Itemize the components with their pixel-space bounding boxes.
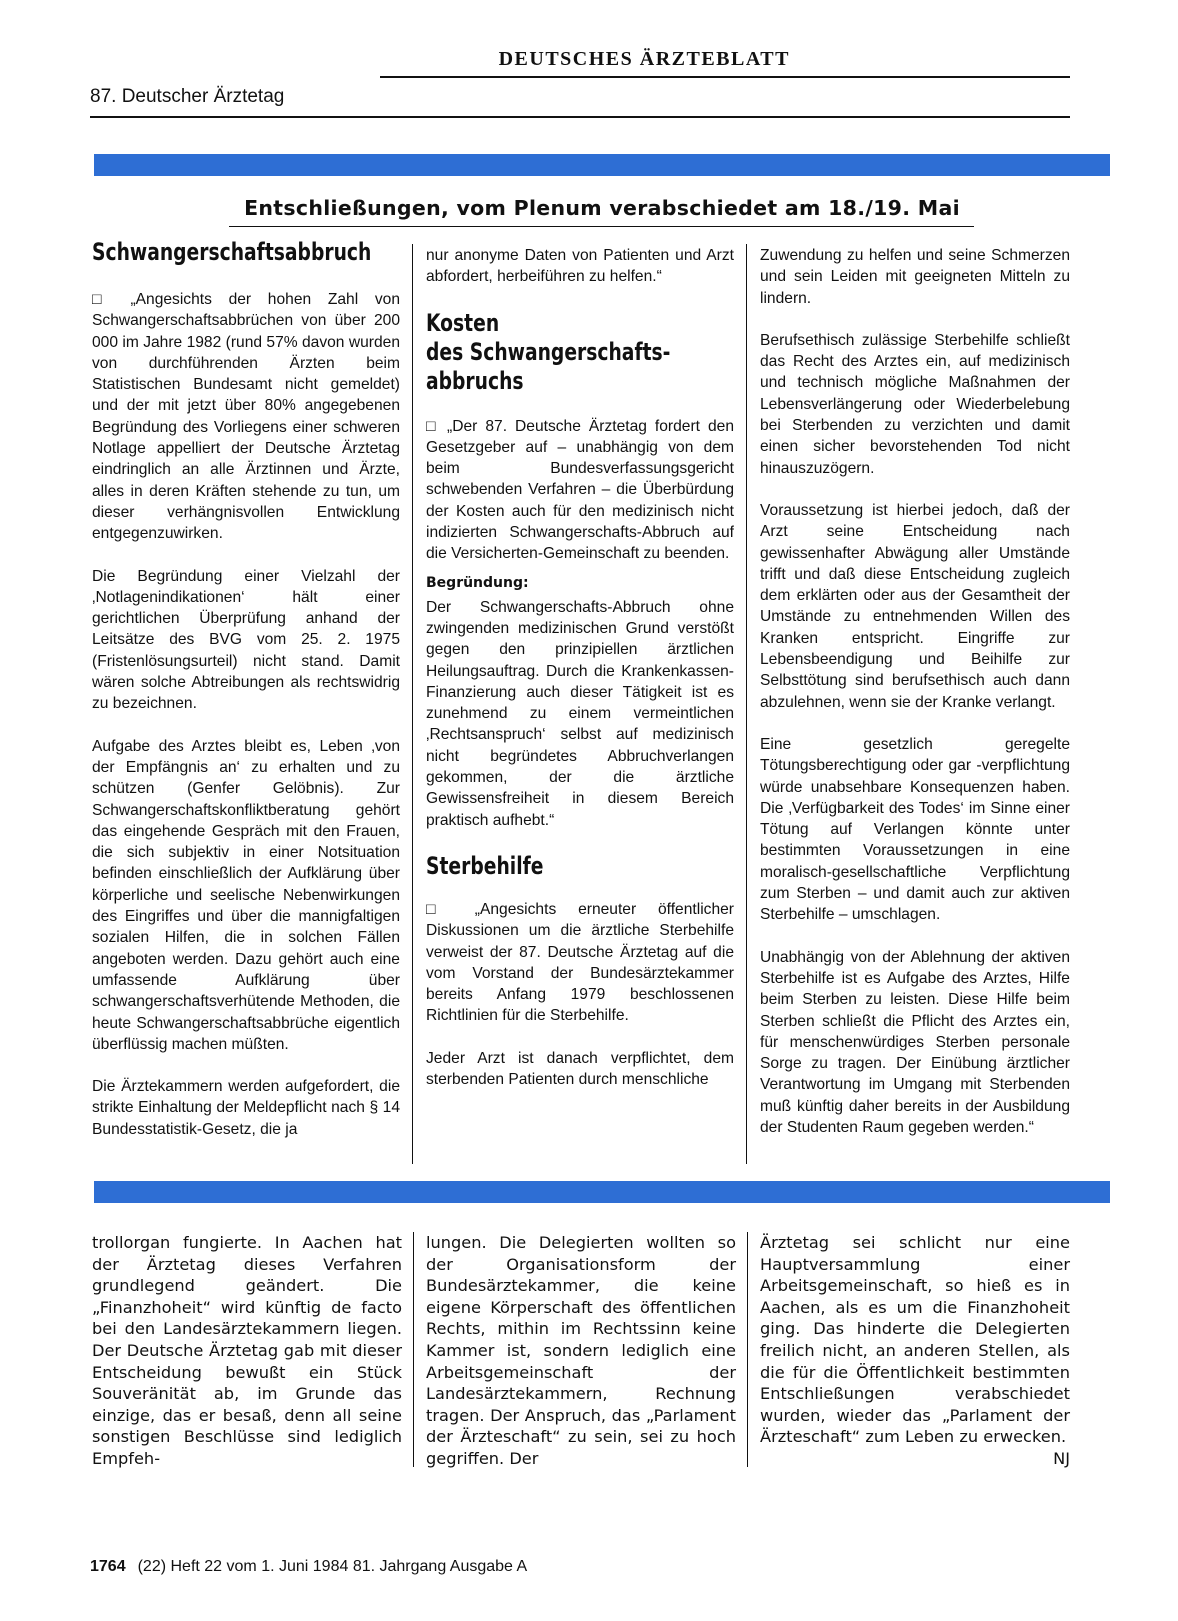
paragraph: □ „Angesichts erneuter öffentlicher Diskussionen um die ärztliche Sterbehilfe verweist der 87. Deutsche Ärztetag auf die vom Vorstand der Bundesärztekammer bereits Anfang 1979 beschlossenen Richtlinien für die Sterbehilfe. [426, 900, 734, 1025]
page-number: 1764 [90, 1558, 126, 1575]
paragraph: Jeder Arzt ist danach verpflichtet, dem sterbenden Patienten durch menschliche [426, 1049, 734, 1089]
paragraph: □ „Der 87. Deutsche Ärztetag fordert den Gesetzgeber auf – unabhängig von dem beim Bundesverfassungsgericht schwebenden Verfahren – die Überbürdung der Kosten auch für den medizinisch nicht indizierten Schwangerschafts-Abbruch auf die Versicherten-Gemeinschaft zu beenden. [426, 417, 734, 563]
top-blue-band [94, 154, 1110, 176]
masthead: DEUTSCHES ÄRZTEBLATT [498, 48, 790, 70]
section-label: 87. Deutscher Ärztetag [90, 86, 285, 107]
heading-sterbehilfe: Sterbehilfe [426, 851, 544, 880]
column-3 [760, 245, 1070, 1138]
footer [90, 1558, 527, 1576]
author-signature: NJ [1053, 1448, 1070, 1468]
column-divider [747, 1232, 748, 1467]
masthead-rule [380, 76, 1070, 78]
header-rule [90, 116, 1070, 118]
column-divider [412, 244, 413, 1164]
heading-kosten [426, 308, 671, 396]
heading-line: Kosten [426, 308, 500, 337]
heading-line: des Schwangerschafts- [426, 337, 671, 366]
paragraph: Zuwendung zu helfen und seine Schmerzen und sein Leiden mit geeigneten Mitteln zu lindern. [760, 247, 1070, 307]
paragraph: Die Begründung einer Vielzahl der ‚Notlagenindikationen‘ hält einer gerichtlichen Überprüfung anhand der Leitsätze des BVG vom 25. 2. 1975 (Fristenlösungsurteil) nicht stand. Damit wären solche Abtreibungen als rechtswidrig zu bezeichnen. [92, 567, 400, 713]
paragraph: Aufgabe des Arztes bleibt es, Leben ‚von der Empfängnis an‘ zu erhalten und zu schützen (Genfer Gelöbnis). Zur Schwangerschaftskonfliktberatung gehört das eingehende Gespräch mit den Frauen, die sich subjektiv in einer Notsituation befinden einschließlich der Aufklärung über körperliche und seelische Nebenwirkungen des Eingriffes und über die mannigfaltigen sozialen Hilfen, die in solchen Fällen angeboten werden. Dazu gehört auch eine umfassende Aufklärung über schwangerschaftsverhütende Methoden, die heute Schwangerschaftsabbrüche eigentlich überflüssig machen müßten. [92, 737, 400, 1053]
paragraph: Ärztetag sei schlicht nur eine Hauptversammlung einer Arbeitsgemeinschaft, so hieß es in Aachen, als es um die Finanzhoheit ging. Das hinderte die Delegierten freilich nicht, an anderen Stellen, als die für die Öffentlichkeit bestimmten Entschließungen verabschiedet wurden, wieder das „Parlament der Ärzteschaft“ zum Leben zu erwecken. [760, 1233, 1070, 1447]
headline-underline [229, 226, 974, 227]
paragraph: Voraussetzung ist hierbei jedoch, daß der Arzt seine Entscheidung nach gewissenhafter Abwägung aller Umstände trifft und daß diese Entscheidung zugleich dem erklärten oder aus der Gesamtheit der Umstände zu entnehmenden Willen des Kranken entspricht. Eingriffe zur Lebensbeendigung und Beihilfe zur Selbsttötung sind berufsethisch auch dann abzulehnen, wenn sie der Kranke verlangt. [760, 501, 1070, 711]
column-2 [426, 245, 734, 1090]
paragraph: Eine gesetzlich geregelte Tötungsberechtigung oder gar -verpflichtung würde unabsehbare Konsequenzen haben. Die ‚Verfügbarkeit des Todes‘ im Sinne einer Tötung auf Verlangen könnte unter bestimmten Voraussetzungen in eine moralisch-gesellschaftliche Verpflichtung zum Sterben – und damit auch zur aktiven Sterbehilfe – umschlagen. [760, 735, 1070, 924]
heading-schwangerschaftsabbruch: Schwangerschaftsabbruch [92, 238, 372, 266]
paragraph: □ „Angesichts der hohen Zahl von Schwangerschaftsabbrüchen von über 200 000 im Jahre 1982 (rund 57% davon wurden von durchführenden Ärzten beim Statistischen Bundesamt nicht gemeldet) und der mit jetzt über 80% angegebenen Begründung des Vorliegens einer schweren Notlage appelliert der Deutsche Ärztetag eindringlich an alle Ärztinnen und Ärzte, alles in deren Kräften stehende zu tun, um dieser verhängnisvollen Entwicklung entgegenzuwirken. [92, 291, 400, 543]
subheading-begruendung: Begründung: [426, 574, 529, 591]
headline: Entschließungen, vom Plenum verabschiedet am 18./19. Mai [244, 196, 960, 220]
column-divider [746, 244, 747, 1164]
issue-info: (22) Heft 22 vom 1. Juni 1984 81. Jahrgang Ausgabe A [137, 1558, 528, 1575]
column-1 [92, 238, 400, 1140]
column-divider [413, 1232, 414, 1467]
paragraph: Die Ärztekammern werden aufgefordert, die strikte Einhaltung der Meldepflicht nach § 14 Bundesstatistik-Gesetz, die ja [92, 1078, 400, 1138]
bottom-blue-band [94, 1181, 1110, 1203]
lower-column-3 [760, 1232, 1070, 1470]
paragraph: nur anonyme Daten von Patienten und Arzt abfordert, herbeiführen zu helfen.“ [426, 247, 734, 286]
paragraph: Unabhängig von der Ablehnung der aktiven Sterbehilfe ist es Aufgabe des Arztes, Hilfe beim Sterben zu leisten. Diese Hilfe beim Sterben schließt die Pflicht des Arztes ein, für menschenwürdiges Sterben personale Sorge zu tragen. Der Einübung ärztlicher Verantwortung im Umgang mit Sterbenden muß künftig daher bereits in der Ausbildung der Studenten Raum gegeben werden.“ [760, 948, 1070, 1136]
paragraph: Berufsethisch zulässige Sterbehilfe schließt das Recht des Arztes ein, auf medizinisch und technisch mögliche Maßnahmen der Lebensverlängerung oder Wiederbelebung bei Sterbenden zu verzichten und damit einen sicher bevorstehenden Tod nicht hinauszuzögern. [760, 331, 1070, 477]
heading-line: abbruchs [426, 366, 524, 395]
lower-column-2: lungen. Die Delegierten wollten so der Organisationsform der Bundesärztekammer, die keine eigene Körperschaft des öffentlichen Rechts, mithin im Rechtssinn keine Kammer ist, sondern lediglich eine Arbeitsgemeinschaft der Landesärztekammern, Rechnung tragen. Der Anspruch, das „Parlament der Ärzteschaft“ zu sein, sei zu hoch gegriffen. Der [426, 1233, 736, 1468]
paragraph: Der Schwangerschafts-Abbruch ohne zwingenden medizinischen Grund verstößt gegen den prinzipiellen ärztlichen Heilungsauftrag. Durch die Krankenkassen-Finanzierung auch dieser Tätigkeit ist es zunehmend zu einem vermeintlichen ‚Rechtsanspruch‘ selbst auf medizinisch nicht begründetes Abbruchverlangen gekommen, der die ärztliche Gewissensfreiheit in diesem Bereich praktisch aufhebt.“ [426, 598, 734, 829]
lower-column-1: trollorgan fungierte. In Aachen hat der Ärztetag dieses Verfahren grundlegend geändert. Die „Finanzhoheit“ wird künftig de facto bei den Landesärztekammern liegen. Der Deutsche Ärztetag gab mit dieser Entscheidung bewußt ein Stück Souveränität ab, im Grunde das einzige, das er besaß, denn all seine sonstigen Beschlüsse sind lediglich Empfeh- [92, 1233, 402, 1468]
